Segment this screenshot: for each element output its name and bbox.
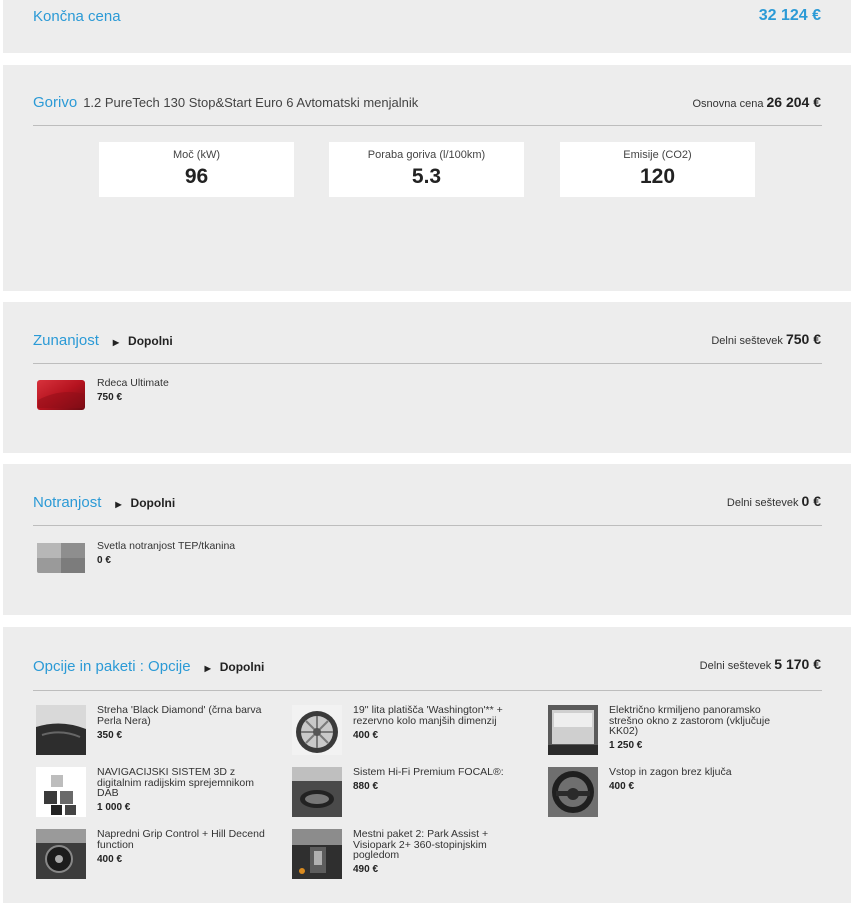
exterior-item: [36, 378, 276, 414]
stat-value: 120: [639, 165, 676, 188]
base-price: [693, 94, 822, 110]
item-name: Svetla notranjost TEP/tkanina: [97, 540, 236, 552]
subtotal-label: Delni seštevek: [699, 660, 772, 672]
exterior-edit-link[interactable]: [113, 334, 173, 348]
subtotal-label: Delni seštevek: [711, 335, 783, 347]
option-item: [36, 829, 276, 881]
option-item: [292, 829, 532, 881]
interior-item: [36, 541, 296, 577]
interior-edit-link[interactable]: [115, 496, 175, 510]
subtotal-value: 750 €: [785, 331, 821, 347]
interior-title[interactable]: Notranjost: [33, 494, 102, 511]
item-name: NAVIGACIJSKI SISTEM 3D z digitalnim radijskim sprejemnikom DAB: [97, 766, 254, 799]
edit-label: Dopolni: [219, 660, 265, 674]
option-item: [292, 705, 532, 757]
sunroof-icon: [548, 705, 598, 755]
stat-power: [99, 142, 294, 197]
stat-value: 96: [184, 165, 209, 188]
exterior-heading: [33, 332, 173, 349]
item-price: 400 €: [97, 854, 123, 865]
item-price: 750 €: [97, 392, 123, 403]
navigation-icon: [36, 767, 86, 817]
options-title[interactable]: Opcije in paketi : Opcije: [33, 658, 191, 675]
roof-icon: [36, 705, 86, 755]
fuel-heading: [33, 94, 418, 111]
paint-swatch-icon: [36, 378, 86, 412]
final-price-panel: [3, 0, 851, 53]
option-item: [548, 767, 788, 819]
divider: [33, 363, 822, 364]
fuel-title: Gorivo: [33, 94, 78, 111]
interior-subtotal: [727, 493, 821, 509]
final-price-label: Končna cena: [33, 8, 121, 25]
stat-emissions: [560, 142, 755, 197]
subtotal-label: Delni seštevek: [726, 497, 799, 509]
item-price: 400 €: [353, 730, 379, 741]
item-name: Sistem Hi-Fi Premium FOCAL®:: [353, 766, 504, 778]
item-price: 350 €: [97, 730, 123, 741]
options-subtotal: [700, 656, 821, 672]
option-item: [36, 705, 276, 757]
option-item: [548, 705, 788, 757]
option-item: [36, 767, 276, 819]
caret-right-icon: ▶: [204, 664, 211, 673]
item-name: Napredni Grip Control + Hill Decend function: [97, 828, 265, 851]
divider: [33, 690, 822, 691]
edit-label: Dopolni: [130, 496, 176, 510]
item-price: 880 €: [353, 781, 379, 792]
edit-label: Dopolni: [128, 334, 173, 348]
options-panel: [3, 627, 851, 903]
final-price-value: 32 124 €: [758, 7, 821, 24]
interior-heading: [33, 494, 175, 511]
park-assist-icon: [292, 829, 342, 879]
item-name: 19'' lita platišča 'Washington'** + rezervno kolo manjših dimenzij: [353, 704, 503, 727]
item-name: Mestni paket 2: Park Assist + Visiopark 2+ 360-stopinjskim pogledom: [353, 828, 489, 861]
options-edit-link[interactable]: [205, 660, 265, 674]
stat-label: Emisije (CO2): [623, 149, 692, 161]
exterior-subtotal: [711, 331, 821, 347]
caret-right-icon: ▶: [112, 338, 120, 347]
stat-label: Poraba goriva (l/100km): [367, 149, 486, 161]
item-price: 490 €: [353, 864, 379, 875]
divider: [33, 525, 822, 526]
item-price: 1 000 €: [97, 802, 131, 813]
stat-consumption: [329, 142, 524, 197]
item-price: 400 €: [609, 781, 635, 792]
speaker-icon: [292, 767, 342, 817]
grip-control-icon: [36, 829, 86, 879]
wheel-icon: [292, 705, 342, 755]
fuel-panel: [3, 65, 851, 291]
interior-panel: [3, 464, 851, 615]
stat-label: Moč (kW): [172, 149, 221, 161]
item-price: 0 €: [97, 555, 111, 566]
base-price-label: Osnovna cena: [692, 98, 764, 110]
item-price: 1 250 €: [609, 740, 643, 751]
item-name: Rdeca Ultimate: [97, 377, 169, 389]
fabric-swatch-icon: [36, 541, 86, 575]
engine-description: 1.2 PureTech 130 Stop&Start Euro 6 Avtomatski menjalnik: [83, 95, 419, 110]
subtotal-value: 5 170 €: [774, 656, 821, 672]
item-name: Električno krmiljeno panoramsko strešno okno z zastorom (vključuje KK02): [609, 704, 771, 737]
exterior-title[interactable]: Zunanjost: [33, 332, 99, 349]
base-price-value: 26 204 €: [766, 94, 821, 110]
divider: [33, 125, 822, 126]
item-name: Vstop in zagon brez ključa: [609, 766, 732, 778]
item-name: Streha 'Black Diamond' (črna barva Perla Nera): [97, 704, 262, 727]
caret-right-icon: ▶: [115, 500, 122, 509]
steering-wheel-icon: [548, 767, 598, 817]
option-item: [292, 767, 532, 819]
options-heading: [33, 658, 264, 675]
stat-value: 5.3: [411, 165, 442, 188]
exterior-panel: [3, 302, 851, 453]
subtotal-value: 0 €: [801, 493, 821, 509]
